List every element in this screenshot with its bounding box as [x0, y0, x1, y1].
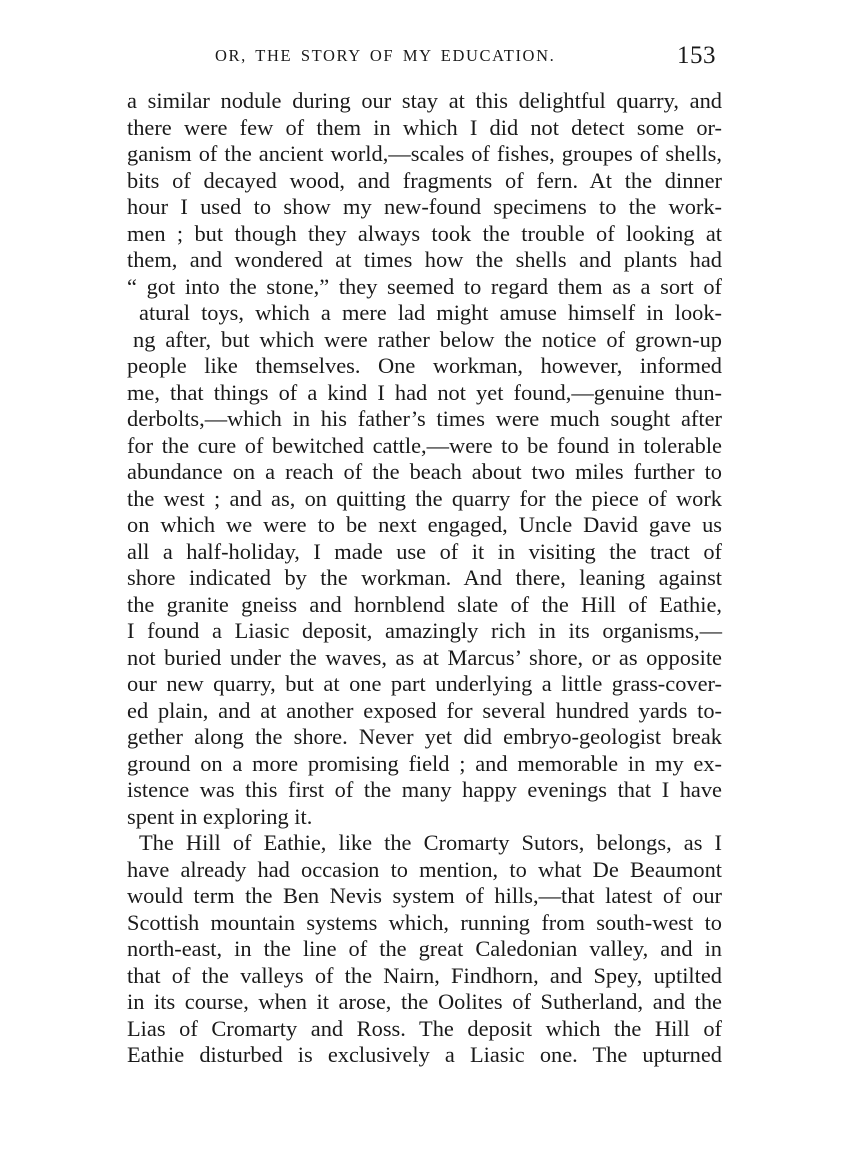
- text-line: men ; but though they always took the trouble of looking at: [127, 220, 722, 246]
- text-line: atural toys, which a mere lad might amuse himself in look-: [139, 300, 722, 325]
- running-head: [127, 40, 722, 78]
- text-line: them, and wondered at times how the shells and plants had: [127, 247, 722, 272]
- text-line: have already had occasion to mention, to what De Beaumont: [127, 856, 722, 882]
- text-line: me, that things of a kind I had not yet found,—genuine thun-: [127, 379, 722, 405]
- text-line: ganism of the ancient world,—scales of fishes, groupes of shells,: [127, 141, 722, 166]
- text-line: abundance on a reach of the beach about two miles further to: [127, 459, 722, 484]
- text-line: spent in exploring it.: [127, 803, 313, 829]
- text-line: The Hill of Eathie, like the Cromarty Sutors, belongs, as I: [139, 830, 722, 855]
- text-line: for the cure of bewitched cattle,—were to be found in tolerable: [127, 432, 722, 458]
- text-line: Eathie disturbed is exclusively a Liasic one. The upturned: [127, 1042, 722, 1067]
- page-number: 153: [677, 42, 716, 69]
- text-line: ground on a more promising field ; and memorable in my ex-: [127, 750, 722, 776]
- text-line: that of the valleys of the Nairn, Findhorn, and Spey, uptilted: [127, 962, 722, 988]
- text-line: derbolts,—which in his father’s times were much sought after: [127, 406, 722, 431]
- text-line: there were few of them in which I did not detect some or-: [127, 114, 722, 140]
- running-title: OR, THE STORY OF MY EDUCATION.: [215, 46, 556, 65]
- text-line: hour I used to show my new-found specimens to the work-: [127, 194, 722, 219]
- text-line: the west ; and as, on quitting the quarry for the piece of work: [127, 485, 722, 511]
- text-line: a similar nodule during our stay at this delightful quarry, and: [127, 88, 722, 113]
- text-line: Scottish mountain systems which, running from south-west to: [127, 909, 722, 935]
- text-line: “ got into the stone,” they seemed to regard them as a sort of: [127, 273, 722, 299]
- text-line: our new quarry, but at one part underlying a little grass-cover-: [127, 671, 722, 696]
- text-line: would term the Ben Nevis system of hills,—that latest of our: [127, 883, 722, 908]
- text-line: all a half-holiday, I made use of it in visiting the tract of: [127, 538, 722, 564]
- text-line: people like themselves. One workman, however, informed: [127, 353, 722, 378]
- text-line: gether along the shore. Never yet did embryo-geologist break: [127, 724, 722, 749]
- text-line: in its course, when it arose, the Oolites of Sutherland, and the: [127, 989, 722, 1014]
- text-line: istence was this first of the many happy evenings that I have: [127, 777, 722, 802]
- text-line: I found a Liasic deposit, amazingly rich in its organisms,—: [127, 618, 722, 643]
- text-line: not buried under the waves, as at Marcus’ shore, or as opposite: [127, 644, 722, 670]
- body-text: [127, 88, 722, 1069]
- book-page: [127, 40, 722, 1069]
- text-line: on which we were to be next engaged, Uncle David gave us: [127, 512, 722, 537]
- text-line: bits of decayed wood, and fragments of fern. At the dinner: [127, 167, 722, 193]
- text-line: north-east, in the line of the great Caledonian valley, and in: [127, 936, 722, 961]
- text-line: shore indicated by the workman. And there, leaning against: [127, 565, 722, 590]
- text-line: Lias of Cromarty and Ross. The deposit which the Hill of: [127, 1015, 722, 1041]
- text-line: the granite gneiss and hornblend slate of the Hill of Eathie,: [127, 591, 722, 617]
- text-line: ed plain, and at another exposed for several hundred yards to-: [127, 697, 722, 723]
- text-line: ng after, but which were rather below the notice of grown-up: [133, 326, 722, 352]
